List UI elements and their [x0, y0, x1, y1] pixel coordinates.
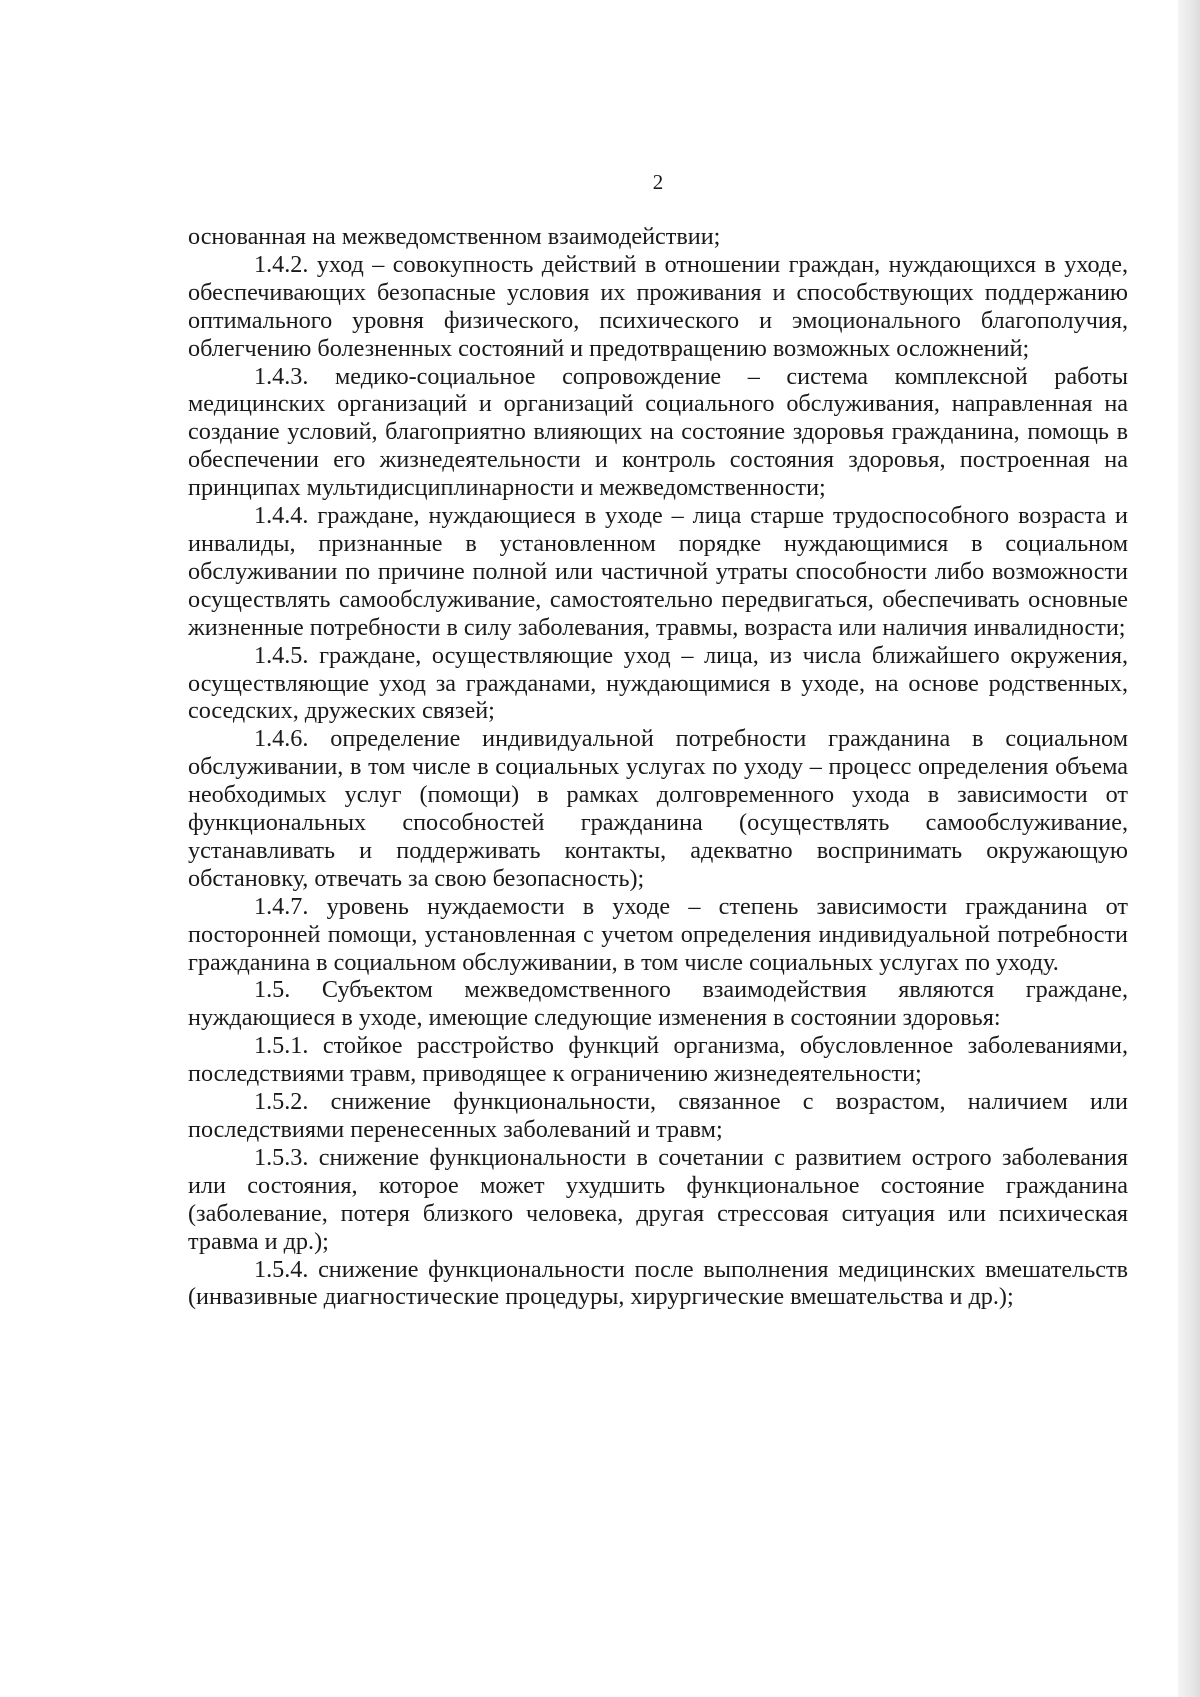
paragraph-1-4-4: 1.4.4. граждане, нуждающиеся в уходе – лица старше трудоспособного возраста и инвалиды, признанные в установленном порядке нуждающимися в социальном обслуживании по причине полной или частичной утраты способности либо возможности осуществлять самообслуживание, самостоятельно передвигаться, обеспечивать основные жизненные потребности в силу заболевания, травмы, возраста или наличия инвалидности; [188, 502, 1128, 641]
paragraph-1-4-7: 1.4.7. уровень нуждаемости в уходе – степень зависимости гражданина от посторонней помощи, установленная с учетом определения индивидуальной потребности гражданина в социальном обслуживании, в том числе социальных услугах по уходу. [188, 892, 1128, 976]
page-number: 2 [652, 170, 664, 194]
paragraph-1-5-1: 1.5.1. стойкое расстройство функций организма, обусловленное заболеваниями, последствиями травм, приводящее к ограничению жизнедеятельности; [188, 1032, 1128, 1088]
paragraph-1-5-2: 1.5.2. снижение функциональности, связанное с возрастом, наличием или последствиями перенесенных заболеваний и травм; [188, 1088, 1128, 1143]
document-body [188, 223, 1128, 1311]
paragraph-1-4-3: 1.4.3. медико-социальное сопровождение – система комплексной работы медицинских организаций и организаций социального обслуживания, направленная на создание условий, благоприятно влияющих на состояние здоровья гражданина, помощь в обеспечении его жизнедеятельности и контроль состояния здоровья, построенная на принципах мультидисциплинарности и межведомственности; [188, 362, 1128, 502]
paragraph-1-5-3: 1.5.3. снижение функциональности в сочетании с развитием острого заболевания или состояния, которое может ухудшить функциональное состояние гражданина (заболевание, потеря близкого человека, другая стрессовая ситуация или психическая травма и др.); [188, 1143, 1128, 1255]
paragraph-1-4-6: 1.4.6. определение индивидуальной потребности гражданина в социальном обслуживании, в том числе в социальных услугах по уходу – процесс определения объема необходимых услуг (помощи) в рамках долговременного ухода в зависимости от функциональных способностей гражданина (осуществлять самообслуживание, устанавливать и поддерживать контакты, адекватно воспринимать окружающую обстановку, отвечать за свою безопасность); [188, 725, 1128, 892]
paragraph-continuation: основанная на межведомственном взаимодействии; [188, 223, 721, 250]
paragraph-1-4-5: 1.4.5. граждане, осуществляющие уход – лица, из числа ближайшего окружения, осуществляющие уход за гражданами, нуждающимися в уходе, на основе родственных, соседских, дружеских связей; [188, 641, 1128, 725]
paragraph-1-5: 1.5. Субъектом межведомственного взаимодействия являются граждане, нуждающиеся в уходе, имеющие следующие изменения в состоянии здоровья: [188, 976, 1128, 1032]
paragraph-1-5-4: 1.5.4. снижение функциональности после выполнения медицинских вмешательств (инвазивные диагностические процедуры, хирургические вмешательства и др.); [188, 1255, 1128, 1311]
paragraph-1-4-2: 1.4.2. уход – совокупность действий в отношении граждан, нуждающихся в уходе, обеспечивающих безопасные условия их проживания и способствующих поддержанию оптимального уровня физического, психического и эмоционального благополучия, облегчению болезненных состояний и предотвращению возможных осложнений; [188, 250, 1128, 362]
scan-page-edge [1178, 0, 1200, 1697]
